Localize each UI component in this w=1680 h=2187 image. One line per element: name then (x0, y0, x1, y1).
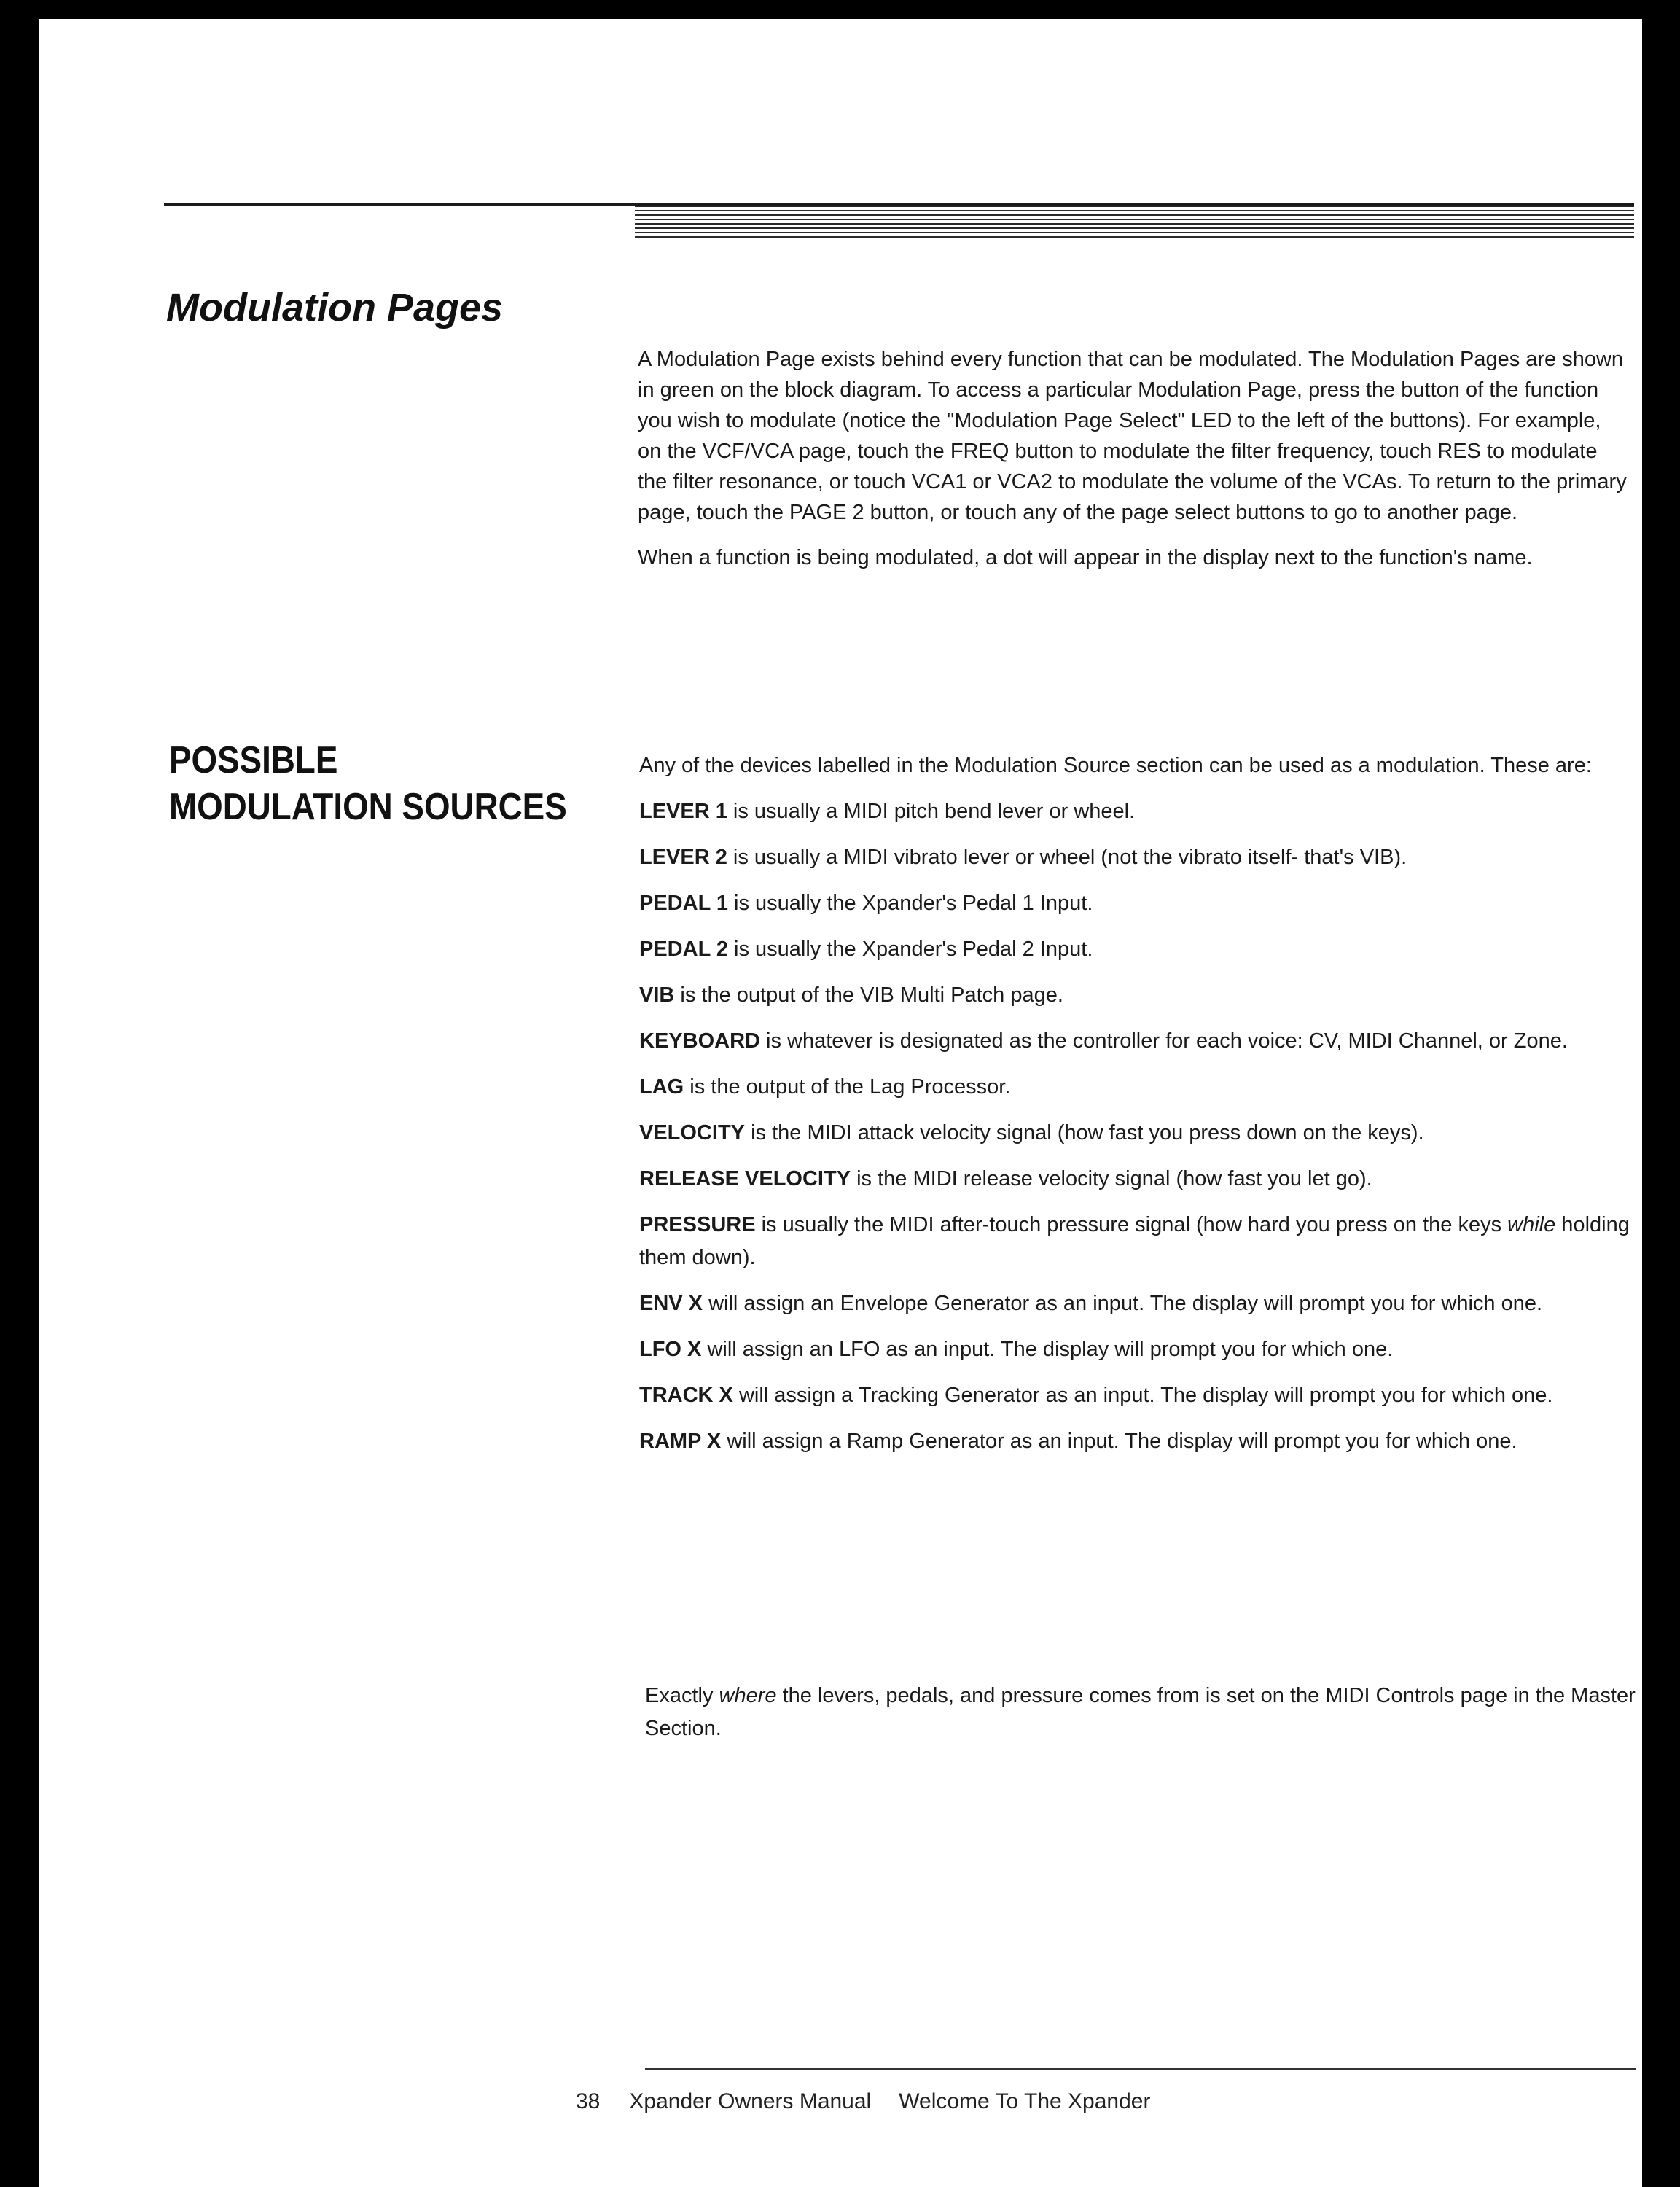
binding-hole (1649, 519, 1668, 547)
binding-hole (1649, 471, 1668, 499)
binding-hole (1649, 1962, 1668, 1990)
source-desc: is whatever is designated as the controller for each voice: CV, MIDI Channel, or Zone. (759, 1029, 1568, 1053)
closing-pre: Exactly (645, 1684, 719, 1707)
binding-hole (1649, 2059, 1668, 2086)
intro-paragraph-2: When a function is being modulated, a dot will appear in the display next to the function's name. (638, 546, 1533, 569)
source-desc: is usually the MIDI after-touch pressure signal (how hard you press on the keys (755, 1213, 1508, 1236)
source-term: LEVER 2 (639, 846, 727, 869)
header-hatch-bar (635, 206, 1634, 239)
binding-hole (1649, 327, 1668, 354)
binding-hole (1649, 760, 1668, 787)
binding-hole (1649, 1193, 1668, 1220)
manual-title: Xpander Owners Manual (629, 2089, 872, 2113)
binding-hole (1649, 182, 1668, 210)
list-item (639, 1163, 1641, 1196)
closing-post: the levers, pedals, and pressure comes from is set on the MIDI Controls page in the Master Section. (645, 1684, 1636, 1740)
list-item (639, 1287, 1641, 1320)
binding-hole (1649, 1866, 1668, 1894)
page-number: 38 (576, 2089, 601, 2113)
list-item (639, 1333, 1641, 1366)
source-desc: is the MIDI attack velocity signal (how fast you press down on the keys). (745, 1121, 1424, 1145)
binding-hole (1649, 1770, 1668, 1798)
source-term: VELOCITY (639, 1121, 746, 1145)
list-item (639, 887, 1641, 920)
binding-holes (1642, 29, 1680, 2187)
binding-hole (1649, 712, 1668, 739)
binding-hole (1649, 1096, 1668, 1124)
binding-hole (1649, 1048, 1668, 1076)
binding-hole (1649, 38, 1668, 66)
source-term: RAMP X (639, 1430, 722, 1453)
list-item (639, 1117, 1641, 1150)
binding-hole (1649, 1241, 1668, 1268)
binding-hole (1649, 1481, 1668, 1509)
chapter-title: Welcome To The Xpander (899, 2089, 1151, 2113)
binding-hole (1649, 278, 1668, 306)
intro-paragraph-1: A Modulation Page exists behind every function that can be modulated. The Modulation Pages are shown in green on the block diagram. To access a particular Modulation Page, press the button of the function you wish to modulate (notice the "Modulation Page Select" LED to the left of the buttons). For example, on the VCF/VCA page, touch the FREQ button to modulate the filter frequency, touch RES to modulate the filter resonance, or touch VCA1 or VCA2 to modulate the volume of the VCAs. To return to the primary page, touch the PAGE 2 button, or touch any of the page select buttons to go to another page. (638, 348, 1627, 524)
list-item (639, 1025, 1641, 1058)
source-desc: will assign an LFO as an input. The display will prompt you for which one. (701, 1338, 1394, 1361)
list-item (639, 1379, 1641, 1412)
binding-hole (1649, 1578, 1668, 1605)
list-item (639, 979, 1641, 1012)
binding-hole (1649, 1433, 1668, 1461)
binding-hole (1649, 1289, 1668, 1317)
binding-hole (1649, 1674, 1668, 1701)
section-heading: Modulation Pages (166, 286, 504, 330)
binding-hole (1649, 1337, 1668, 1365)
sources-intro: Any of the devices labelled in the Modulation Source section can be used as a modulation. These are: (639, 754, 1592, 777)
source-desc: is usually a MIDI vibrato lever or wheel (not the vibrato itself- that's VIB). (727, 846, 1407, 869)
source-term: LEVER 1 (639, 800, 727, 823)
side-heading-line-2: MODULATION SOURCES (169, 786, 567, 828)
intro-text (638, 344, 1629, 588)
source-emphasis: while (1507, 1213, 1556, 1236)
list-item (639, 1209, 1641, 1274)
binding-hole (1649, 904, 1668, 932)
list-item (639, 1425, 1641, 1458)
source-desc: will assign an Envelope Generator as an input. The display will prompt you for which one. (703, 1292, 1543, 1315)
source-desc: is the output of the Lag Processor. (684, 1075, 1011, 1099)
source-term: PRESSURE (639, 1213, 756, 1236)
source-desc: is usually a MIDI pitch bend lever or wheel. (727, 800, 1136, 823)
binding-hole (1649, 808, 1668, 835)
binding-hole (1649, 375, 1668, 402)
source-term: PEDAL 1 (639, 892, 728, 915)
source-term: LAG (639, 1075, 684, 1099)
binding-hole (1649, 1818, 1668, 1846)
source-desc: will assign a Ramp Generator as an input. The display will prompt you for which one. (721, 1430, 1517, 1453)
source-term: ENV X (639, 1292, 703, 1315)
source-desc: is the MIDI release velocity signal (how fast you let go). (851, 1167, 1372, 1190)
source-desc: is the output of the VIB Multi Patch page. (674, 983, 1063, 1007)
source-desc: is usually the Xpander's Pedal 1 Input. (727, 892, 1093, 915)
binding-hole (1649, 567, 1668, 595)
source-term: VIB (639, 983, 675, 1007)
source-term: PEDAL 2 (639, 937, 728, 961)
binding-hole (1649, 1145, 1668, 1172)
binding-hole (1649, 1722, 1668, 1750)
binding-hole (1649, 1529, 1668, 1557)
binding-hole (1649, 856, 1668, 884)
binding-hole (1649, 1385, 1668, 1413)
binding-hole (1649, 423, 1668, 451)
binding-hole (1649, 230, 1668, 258)
footer-rule (645, 2068, 1636, 2070)
side-heading (169, 737, 567, 830)
binding-hole (1649, 2107, 1668, 2135)
binding-hole (1649, 1626, 1668, 1653)
closing-paragraph (645, 1680, 1644, 1745)
page-footer (576, 2089, 1150, 2114)
binding-hole (1649, 663, 1668, 691)
source-term: LFO X (639, 1338, 702, 1361)
source-term: TRACK X (639, 1384, 733, 1407)
manual-page (39, 19, 1642, 2187)
binding-hole (1649, 952, 1668, 980)
side-heading-line-1: POSSIBLE (169, 739, 338, 781)
binding-hole (1649, 615, 1668, 643)
list-item (639, 795, 1641, 828)
source-desc: is usually the Xpander's Pedal 2 Input. (727, 937, 1093, 961)
binding-hole (1649, 86, 1668, 114)
list-item (639, 841, 1641, 874)
binding-hole (1649, 2011, 1668, 2038)
source-desc-cont: holding them down). (639, 1213, 1630, 1269)
binding-hole (1649, 1914, 1668, 1942)
closing-emphasis: where (719, 1684, 777, 1707)
sources-list (639, 749, 1641, 1471)
binding-hole (1649, 134, 1668, 162)
list-item (639, 933, 1641, 966)
source-term: RELEASE VELOCITY (639, 1167, 851, 1190)
binding-hole (1649, 1000, 1668, 1028)
list-item (639, 1071, 1641, 1104)
source-term: KEYBOARD (639, 1029, 760, 1053)
source-desc: will assign a Tracking Generator as an input. The display will prompt you for which one. (732, 1384, 1553, 1407)
